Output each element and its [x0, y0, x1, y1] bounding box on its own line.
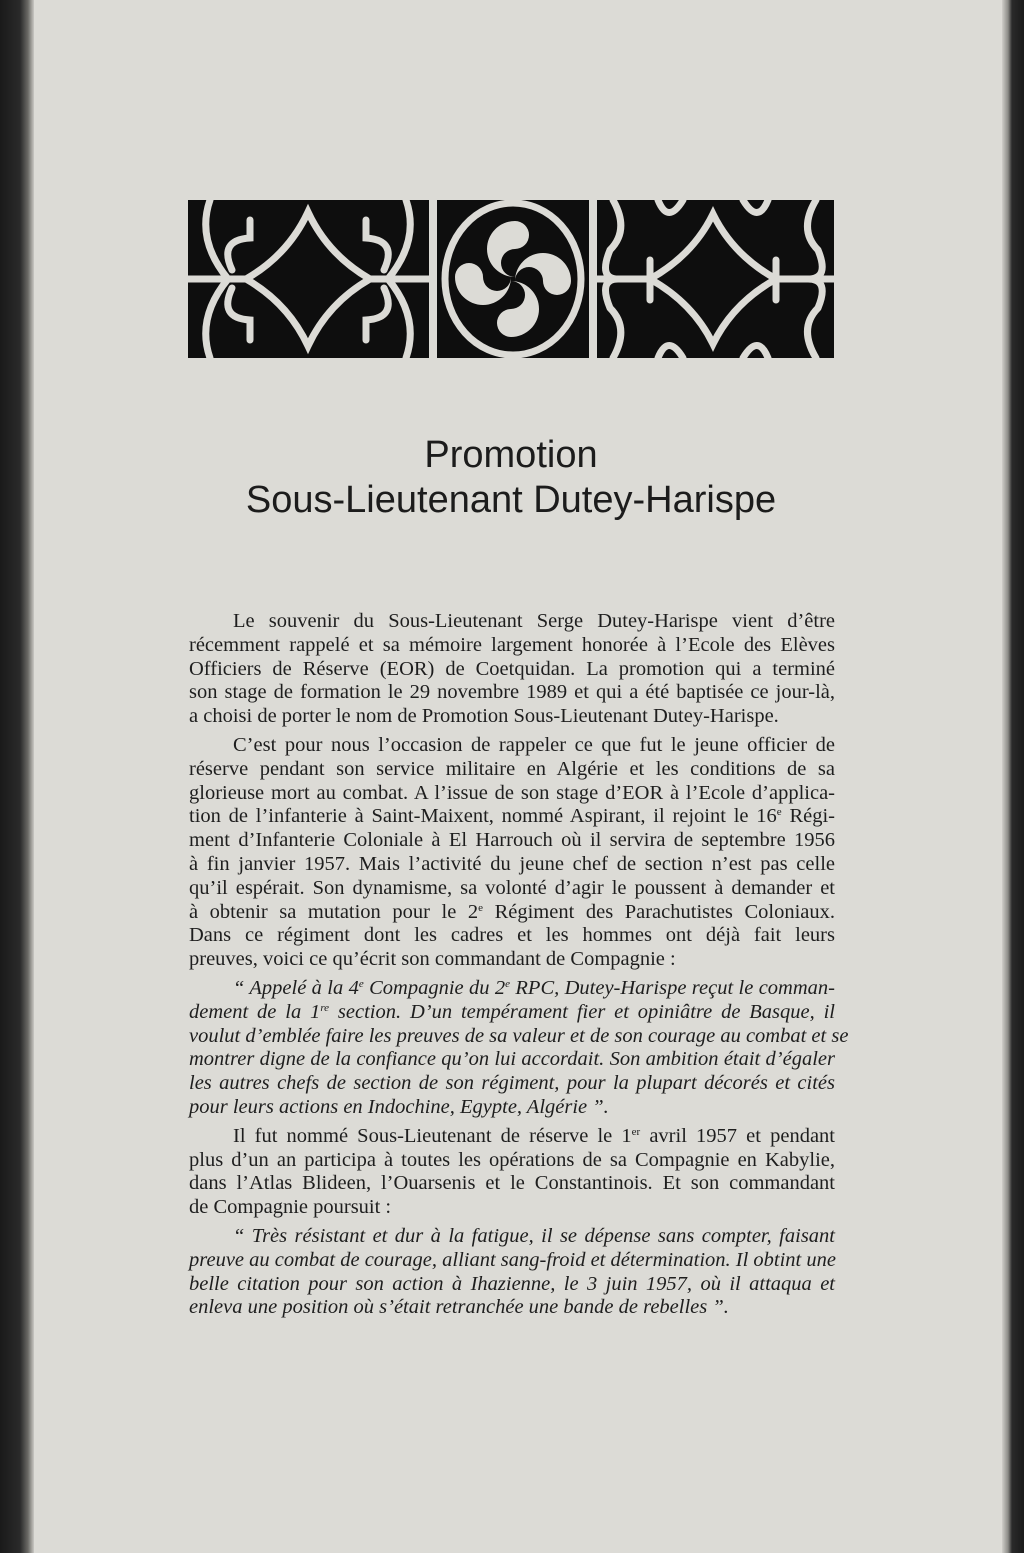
superscript: e	[358, 977, 364, 990]
text-line: “ Appelé à la 4e Compagnie du 2e RPC, Dutey-Harispe reçut le comman-	[233, 976, 835, 999]
article-body	[189, 610, 849, 1325]
text-line: de Compagnie poursuit :	[189, 1196, 392, 1219]
text-line: montrer digne de la confiance qu’on lui accordait. Son ambition était d’égaler	[189, 1048, 835, 1071]
body-paragraph	[189, 610, 835, 729]
page-title-line-2: Sous-Lieutenant Dutey-Harispe	[245, 479, 777, 521]
basque-ornament-banner	[188, 200, 834, 358]
superscript: er	[631, 1125, 641, 1138]
superscript: e	[505, 977, 511, 990]
text-line: qu’il espérait. Son dynamisme, sa volonté d’agir le poussent à demander et	[189, 876, 835, 899]
text-line: les autres chefs de section de son régiment, pour la plupart décorés et cités	[189, 1072, 835, 1095]
quote-paragraph	[189, 1225, 835, 1320]
text-line: preuves, voici ce qu’écrit son commandant de Compagnie :	[189, 948, 676, 971]
page-binding-shadow	[0, 0, 34, 1553]
page-edge	[1002, 0, 1024, 1553]
text-line: enleva une position où s’était retranchée une bande de rebelles ”.	[189, 1296, 729, 1319]
text-line: Le souvenir du Sous-Lieutenant Serge Dutey-Harispe vient d’être	[233, 610, 835, 632]
text-line: Il fut nommé Sous-Lieutenant de réserve le 1er avril 1957 et pendant	[233, 1124, 835, 1147]
text-line: pour leurs actions en Indochine, Egypte, Algérie ”.	[189, 1095, 609, 1118]
quote-paragraph	[189, 976, 849, 1120]
text-line: dans l’Atlas Blideen, l’Ouarsenis et le Constantinois. Et son commandant	[189, 1172, 835, 1195]
text-line: réserve pendant son service militaire en Algérie et les conditions de sa	[189, 757, 835, 780]
text-line: ment d’Infanterie Coloniale à El Harrouch où il servira de septembre 1956	[189, 829, 835, 852]
text-line: tion de l’infanterie à Saint-Maixent, nommé Aspirant, il rejoint le 16e Régi-	[189, 805, 836, 828]
text-line: preuve au combat de courage, alliant sang-froid et détermination. Il obtint une	[189, 1248, 836, 1271]
superscript: re	[320, 1001, 330, 1014]
body-paragraph	[189, 734, 835, 972]
superscript: e	[776, 806, 782, 819]
body-paragraph	[189, 1125, 835, 1220]
text-line: à obtenir sa mutation pour le 2e Régiment des Parachutistes Coloniaux.	[189, 900, 835, 923]
text-line: Dans ce régiment dont les cadres et les hommes ont déjà fait leurs	[189, 924, 835, 947]
text-line: belle citation pour son action à Ihazienne, le 3 juin 1957, où il attaqua et	[189, 1272, 835, 1295]
superscript: e	[478, 901, 484, 914]
text-line: dement de la 1re section. D’un tempérament fier et opiniâtre de Basque, il	[189, 1000, 835, 1023]
text-line: plus d’un an participa à toutes les opérations de sa Compagnie en Kabylie,	[189, 1148, 835, 1171]
text-line: récemment rappelé et sa mémoire largement honorée à l’Ecole des Elèves	[189, 633, 835, 656]
text-line: à fin janvier 1957. Mais l’activité du jeune chef de section n’est pas celle	[189, 852, 835, 875]
text-line: son stage de formation le 29 novembre 1989 et qui a été baptisée ce jour-là,	[189, 681, 835, 704]
text-line: glorieuse mort au combat. A l’issue de son stage d’EOR à l’Ecole d’applica-	[189, 781, 835, 804]
text-line: Officiers de Réserve (EOR) de Coetquidan. La promotion qui a terminé	[189, 657, 835, 680]
text-line: voulut d’emblée faire les preuves de sa valeur et de son courage au combat et se	[189, 1024, 849, 1047]
text-line: a choisi de porter le nom de Promotion Sous-Lieutenant Dutey-Harispe.	[189, 705, 779, 728]
text-line: C’est pour nous l’occasion de rappeler ce que fut le jeune officier de	[233, 733, 835, 756]
page-title-line-1: Promotion	[424, 434, 598, 476]
text-line: “ Très résistant et dur à la fatigue, il se dépense sans compter, faisant	[233, 1224, 835, 1247]
